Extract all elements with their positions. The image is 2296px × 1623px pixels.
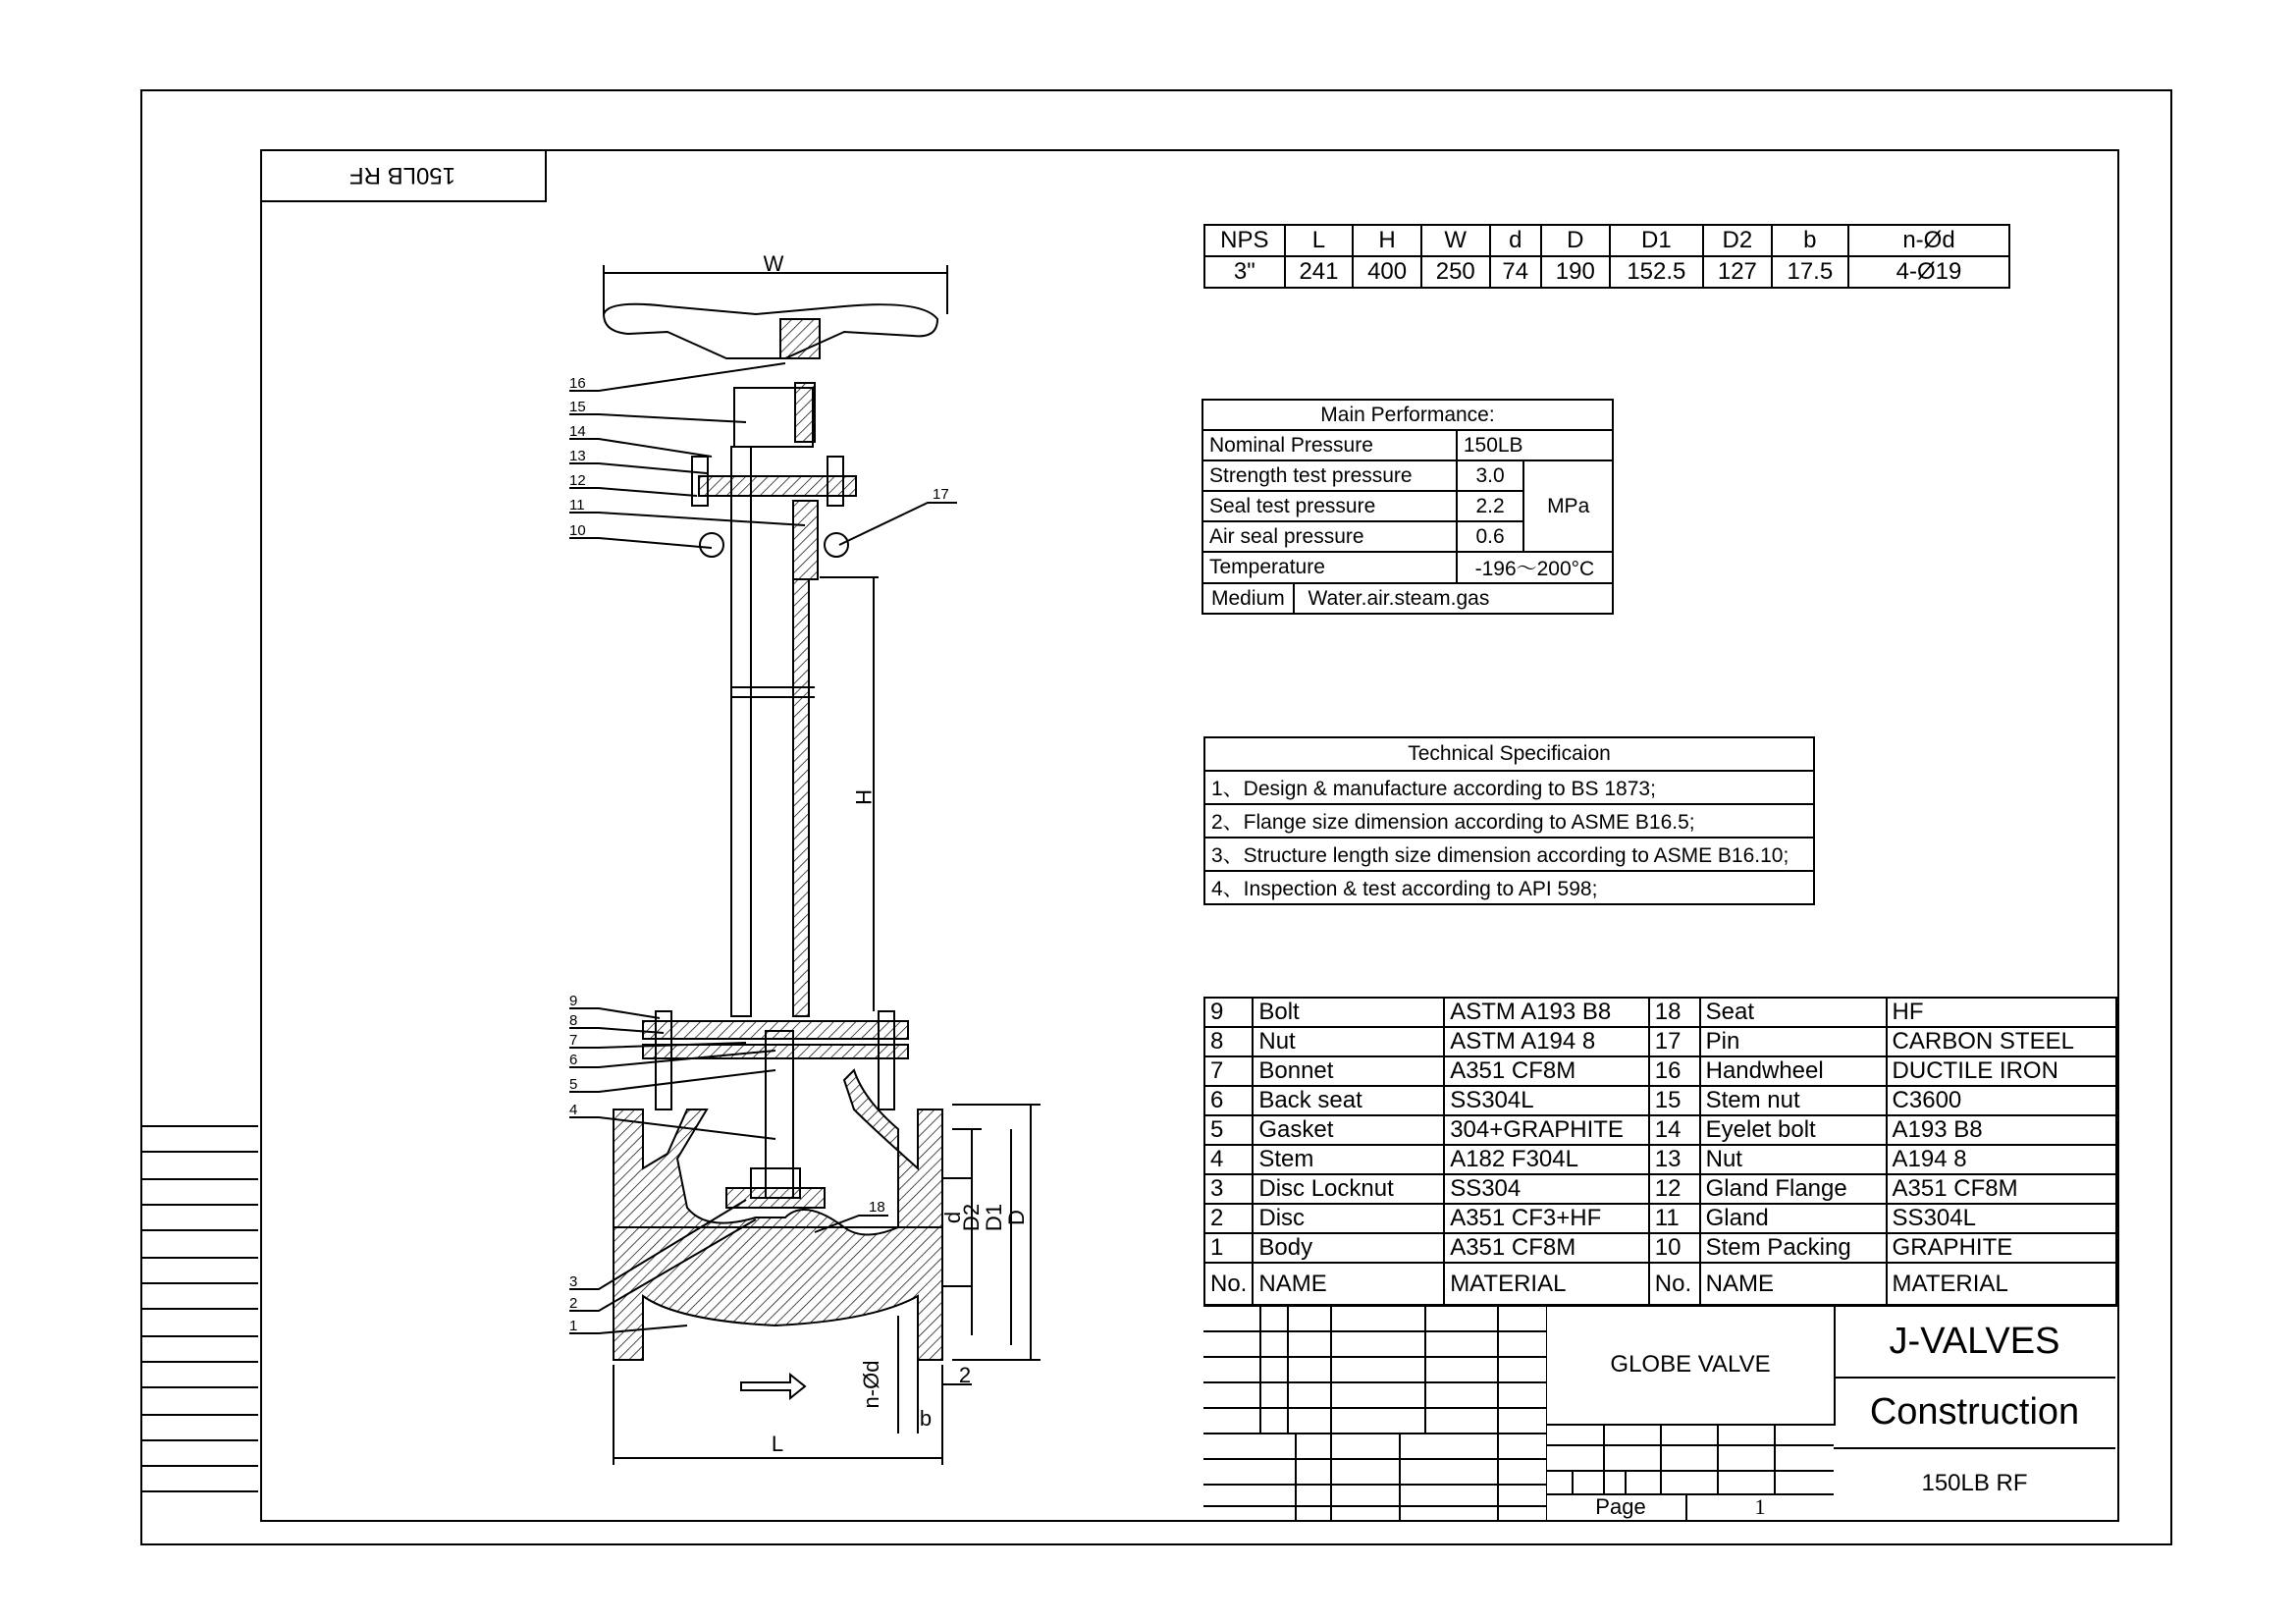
part-no: 2 [1204, 1204, 1253, 1233]
callout-8: 8 [569, 1012, 578, 1029]
spec-item: 1、Design & manufacture according to BS 1873; [1204, 771, 1814, 804]
dim-header: W [1421, 225, 1490, 256]
part-no: 18 [1649, 998, 1700, 1027]
dim-header: H [1353, 225, 1421, 256]
dim-header: D [1541, 225, 1610, 256]
callout-17: 17 [933, 486, 949, 503]
part-name: Gland [1700, 1204, 1887, 1233]
valve-body [614, 1070, 942, 1360]
part-no: 1 [1204, 1233, 1253, 1263]
callout-11: 11 [569, 497, 585, 514]
part-name: Pin [1700, 1027, 1887, 1056]
medium-value: Water.air.steam.gas [1308, 587, 1490, 610]
part-material: A182 F304L [1444, 1145, 1649, 1174]
part-name: Bonnet [1253, 1056, 1444, 1086]
part-material: SS304 [1444, 1174, 1649, 1204]
callout-2: 2 [569, 1295, 578, 1312]
callout-15: 15 [569, 399, 586, 415]
dim-value: 3" [1204, 256, 1285, 288]
drawing-type: Construction [1834, 1377, 2115, 1449]
part-name: Seat [1700, 998, 1887, 1027]
part-name: Body [1253, 1233, 1444, 1263]
part-no: 8 [1204, 1027, 1253, 1056]
parts-header-no: No. [1649, 1263, 1700, 1306]
flow-arrow [741, 1375, 805, 1398]
parts-header-material: MATERIAL [1887, 1263, 2116, 1306]
part-name: Stem nut [1700, 1086, 1887, 1115]
part-name: Nut [1253, 1027, 1444, 1056]
part-no: 17 [1649, 1027, 1700, 1056]
parts-header-name: NAME [1700, 1263, 1887, 1306]
part-material: ASTM A193 B8 [1444, 998, 1649, 1027]
medium-label: Medium [1203, 584, 1295, 613]
callout-10: 10 [569, 522, 586, 539]
part-name: Gland Flange [1700, 1174, 1887, 1204]
parts-row [1204, 1086, 2116, 1115]
part-material: A193 B8 [1887, 1115, 2116, 1145]
nominal-pressure-label: Nominal Pressure [1202, 430, 1457, 460]
parts-row [1204, 1145, 2116, 1174]
part-material: C3600 [1887, 1086, 2116, 1115]
part-name: Stem Packing [1700, 1233, 1887, 1263]
part-material: HF [1887, 998, 2116, 1027]
dim-label-2: 2 [958, 1363, 972, 1387]
temperature-label: Temperature [1202, 552, 1457, 583]
part-material: DUCTILE IRON [1887, 1056, 2116, 1086]
revision-grid [1203, 1306, 1547, 1520]
dim-label-l: L [771, 1432, 784, 1456]
part-no: 13 [1649, 1145, 1700, 1174]
spec-item: 2、Flange size dimension according to ASME B16.5; [1204, 804, 1814, 838]
callout-5: 5 [569, 1076, 578, 1093]
air-seal-value: 0.6 [1457, 521, 1523, 552]
callout-9: 9 [569, 993, 578, 1009]
dim-label-nd: n-Ød [859, 1360, 883, 1409]
part-name: Gasket [1253, 1115, 1444, 1145]
part-material: ASTM A194 8 [1444, 1027, 1649, 1056]
part-name: Disc Locknut [1253, 1174, 1444, 1204]
callout-14: 14 [569, 423, 586, 440]
dim-header: NPS [1204, 225, 1285, 256]
part-name: Back seat [1253, 1086, 1444, 1115]
callout-13: 13 [569, 448, 586, 464]
part-material: CARBON STEEL [1887, 1027, 2116, 1056]
dim-value: 4-Ø19 [1848, 256, 2009, 288]
spec-item: 4、Inspection & test according to API 598; [1204, 871, 1814, 904]
part-material: A351 CF3+HF [1444, 1204, 1649, 1233]
callout-1: 1 [569, 1318, 578, 1334]
dim-header: n-Ød [1848, 225, 2009, 256]
dim-value: 241 [1285, 256, 1354, 288]
nominal-pressure-value: 150LB [1457, 430, 1613, 460]
dim-label-h: H [851, 789, 876, 805]
revision-label: 150LB RF [348, 162, 456, 189]
dim-header: d [1490, 225, 1541, 256]
part-name: Stem [1253, 1145, 1444, 1174]
callout-3: 3 [569, 1273, 578, 1290]
dim-label-d-outer: D [1004, 1210, 1029, 1225]
part-name: Bolt [1253, 998, 1444, 1027]
air-seal-label: Air seal pressure [1202, 521, 1457, 552]
callout-16: 16 [569, 375, 586, 392]
part-no: 5 [1204, 1115, 1253, 1145]
parts-row [1204, 1027, 2116, 1056]
pressure-unit: MPa [1523, 460, 1613, 552]
valve-drawing [550, 245, 1080, 1473]
part-material: 304+GRAPHITE [1444, 1115, 1649, 1145]
dim-header: b [1772, 225, 1848, 256]
parts-table [1203, 997, 2117, 1307]
dim-value: 250 [1421, 256, 1490, 288]
strength-test-label: Strength test pressure [1202, 460, 1457, 491]
part-name: Nut [1700, 1145, 1887, 1174]
dim-header: D2 [1703, 225, 1772, 256]
part-material: A194 8 [1887, 1145, 2116, 1174]
seal-test-label: Seal test pressure [1202, 491, 1457, 521]
dim-label-d: d [940, 1211, 965, 1224]
part-material: SS304L [1887, 1204, 2116, 1233]
part-name: Handwheel [1700, 1056, 1887, 1086]
part-material: A351 CF8M [1444, 1233, 1649, 1263]
callout-4: 4 [569, 1102, 578, 1118]
dimension-table [1203, 224, 2010, 289]
company-name: J-VALVES [1834, 1306, 2115, 1379]
callout-6: 6 [569, 1052, 578, 1068]
dimension-header-row [1204, 225, 2009, 256]
callout-7: 7 [569, 1032, 578, 1049]
revision-box [260, 149, 547, 202]
parts-row [1204, 1233, 2116, 1263]
parts-header-no: No. [1204, 1263, 1253, 1306]
dimension-value-row [1204, 256, 2009, 288]
parts-row [1204, 998, 2116, 1027]
part-no: 4 [1204, 1145, 1253, 1174]
dim-label-w: W [763, 251, 784, 276]
callout-18: 18 [869, 1199, 885, 1216]
dim-value: 127 [1703, 256, 1772, 288]
performance-table [1201, 399, 1614, 615]
drawing-rating: 150LB RF [1921, 1470, 2028, 1496]
part-no: 10 [1649, 1233, 1700, 1263]
temperature-value: -196～200°C [1457, 552, 1613, 583]
part-material: GRAPHITE [1887, 1233, 2116, 1263]
dim-header: D1 [1610, 225, 1703, 256]
strength-test-value: 3.0 [1457, 460, 1523, 491]
part-no: 16 [1649, 1056, 1700, 1086]
dim-value: 74 [1490, 256, 1541, 288]
part-name: Disc [1253, 1204, 1444, 1233]
dim-value: 400 [1353, 256, 1421, 288]
technical-spec-table [1203, 736, 1815, 905]
page-number: 1 [1754, 1494, 1766, 1519]
callout-12: 12 [569, 472, 586, 489]
dim-value: 17.5 [1772, 256, 1848, 288]
title-block [1203, 1304, 2115, 1520]
parts-row [1204, 1204, 2116, 1233]
part-no: 14 [1649, 1115, 1700, 1145]
part-no: 12 [1649, 1174, 1700, 1204]
part-no: 15 [1649, 1086, 1700, 1115]
parts-row [1204, 1174, 2116, 1204]
parts-row [1204, 1056, 2116, 1086]
parts-header-name: NAME [1253, 1263, 1444, 1306]
page-label: Page [1595, 1494, 1646, 1519]
part-no: 11 [1649, 1204, 1700, 1233]
part-material: SS304L [1444, 1086, 1649, 1115]
handwheel [604, 304, 937, 358]
spec-title: Technical Specificaion [1204, 737, 1814, 771]
part-name: Eyelet bolt [1700, 1115, 1887, 1145]
part-no: 3 [1204, 1174, 1253, 1204]
dim-label-d1: D1 [982, 1203, 1006, 1232]
product-name: GLOBE VALVE [1547, 1306, 1836, 1426]
part-material: A351 CF8M [1887, 1174, 2116, 1204]
dim-label-b: b [919, 1406, 933, 1431]
dim-value: 152.5 [1610, 256, 1703, 288]
part-material: A351 CF8M [1444, 1056, 1649, 1086]
part-no: 9 [1204, 998, 1253, 1027]
spec-item: 3、Structure length size dimension according to ASME B16.10; [1204, 838, 1814, 871]
seal-test-value: 2.2 [1457, 491, 1523, 521]
dim-label-d2: D2 [959, 1203, 984, 1232]
parts-row [1204, 1115, 2116, 1145]
dim-header: L [1285, 225, 1354, 256]
part-no: 7 [1204, 1056, 1253, 1086]
dim-value: 190 [1541, 256, 1610, 288]
part-no: 6 [1204, 1086, 1253, 1115]
parts-header-material: MATERIAL [1444, 1263, 1649, 1306]
performance-title: Main Performance: [1202, 400, 1613, 430]
